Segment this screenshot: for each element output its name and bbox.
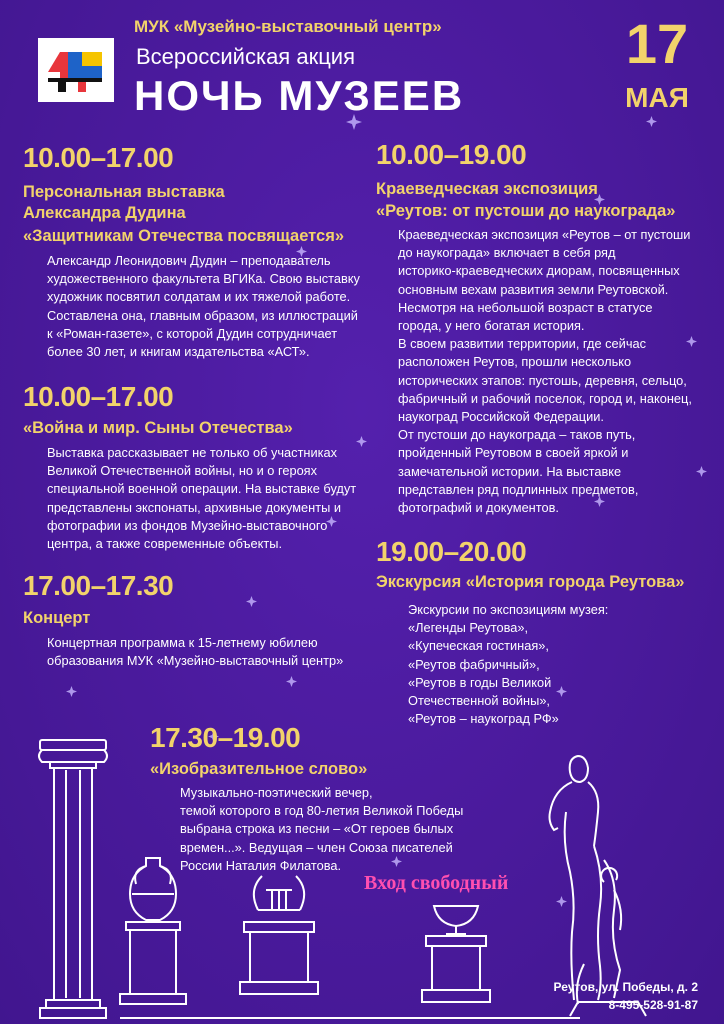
- free-entry-label: Вход свободный: [364, 872, 509, 894]
- event-description: [47, 634, 343, 670]
- desc-line: Составлена она, главным образом, из иллюстраций: [47, 307, 358, 323]
- event-title: НОЧЬ МУЗЕЕВ: [134, 72, 465, 119]
- desc-line: расположен Реутов, прошли несколько: [398, 354, 632, 370]
- event-time: 17.30–19.00: [150, 722, 301, 753]
- event-block: [23, 570, 343, 670]
- bowl-icon: [422, 906, 490, 1002]
- date-month: МАЯ: [625, 82, 689, 113]
- desc-line: города, у него богатая история.: [398, 318, 585, 334]
- desc-line: выбрана строка из песни – «От героев былых: [180, 821, 454, 837]
- event-title-line: «Изобразительное слово»: [150, 760, 368, 778]
- desc-line: центра, а также современные объекты.: [47, 536, 283, 552]
- desc-line: От пустоши до наукограда – таков путь,: [398, 427, 636, 443]
- desc-line: представлен ряд подлинных предметов,: [398, 481, 639, 497]
- phone-number: 8-495-528-91-87: [608, 998, 698, 1012]
- desc-line: России Наталия Филатова.: [180, 857, 342, 873]
- date-day: 17: [625, 12, 689, 75]
- event-title-line: Краеведческая экспозиция: [376, 180, 598, 198]
- desc-line: Александр Леонидович Дудин – преподаватель: [47, 253, 331, 268]
- desc-line: Выставка рассказывает не только об участниках: [47, 445, 338, 460]
- lyre-icon: [240, 876, 318, 994]
- event-title-line: Концерт: [23, 609, 91, 627]
- desc-line: к «Роман-газете», с которой Дудин сотрудничает: [47, 325, 338, 341]
- event-description: [47, 444, 356, 553]
- event-block: [376, 139, 692, 517]
- event-title-line: «Реутов: от пустоши до наукограда»: [376, 202, 676, 220]
- event-title-line: Персональная выставка: [23, 183, 225, 201]
- desc-line: Отечественной войны»,: [408, 693, 550, 709]
- event-title-line: Александра Дудина: [23, 204, 186, 222]
- desc-line: основным вехам развития земли Реутовской.: [398, 281, 669, 297]
- desc-line: Экскурсии по экспозициям музея:: [408, 602, 609, 617]
- desc-line: «Легенды Реутова»,: [408, 620, 529, 636]
- address: Реутов, ул. Победы, д. 2: [553, 980, 698, 994]
- event-time: 19.00–20.00: [376, 536, 527, 567]
- desc-line: темой которого в год 80-летия Великой Победы: [180, 803, 464, 819]
- column-icon: [39, 740, 107, 1018]
- event-block: [23, 381, 356, 553]
- desc-line: «Реутов – наукоград РФ»: [408, 711, 559, 727]
- desc-line: художественного факультета ВГИКа. Свою выставку: [47, 271, 360, 287]
- desc-line: «Реутов фабричный»,: [408, 656, 540, 672]
- organization-name: МУК «Музейно-выставочный центр»: [134, 17, 442, 36]
- event-time: 10.00–17.00: [23, 142, 174, 173]
- museum-logo-icon: [38, 38, 114, 102]
- desc-line: фотографий и документов.: [398, 500, 559, 516]
- event-description: [398, 226, 692, 517]
- desc-line: В своем развитии территории, где сейчас: [398, 336, 647, 352]
- desc-line: Краеведческая экспозиция «Реутов – от пустоши: [398, 227, 691, 242]
- desc-line: пройденный Реутовом в своей яркой и: [398, 445, 629, 461]
- action-label: Всероссийская акция: [136, 44, 355, 69]
- museum-decor: [0, 700, 724, 1024]
- desc-line: «Купеческая гостиная»,: [408, 638, 549, 654]
- event-description: [47, 252, 360, 361]
- event-title-line: «Война и мир. Сыны Отечества»: [23, 419, 293, 437]
- desc-line: образования МУК «Музейно-выставочный центр»: [47, 653, 344, 669]
- desc-line: более 30 лет, и книгам издательства «АСТ».: [47, 344, 310, 360]
- desc-line: до наукограда» включает в себя ряд: [398, 245, 616, 261]
- event-time: 17.00–17.30: [23, 570, 174, 601]
- desc-line: Великой Отечественной войны, но и о героях: [47, 463, 318, 479]
- event-block: [23, 142, 360, 361]
- desc-line: исторических этапов: пустошь, деревня, сельцо,: [398, 372, 687, 388]
- event-title-line: «Защитникам Отечества посвящается»: [23, 227, 344, 245]
- desc-line: «Реутов в годы Великой: [408, 674, 552, 690]
- event-title-line: Экскурсия «История города Реутова»: [376, 573, 685, 591]
- desc-line: художник посвятил солдатам и их тяжелой работе.: [47, 289, 351, 305]
- desc-line: Концертная программа к 15-летнему юбилею: [47, 635, 318, 650]
- desc-line: Музыкально-поэтический вечер,: [180, 785, 373, 800]
- desc-line: Несмотря на небольшой возраст в статусе: [398, 299, 653, 315]
- event-time: 10.00–17.00: [23, 381, 174, 412]
- desc-line: фабричный и рабочий поселок, город и, наконец,: [398, 390, 692, 406]
- desc-line: наукоград Российской Федерации.: [398, 409, 604, 425]
- desc-line: замечательной истории. На выставке: [398, 463, 622, 479]
- desc-line: историко-краеведческих диорам, посвященных: [398, 263, 680, 279]
- desc-line: фотографии из фондов Музейно-выставочного: [47, 517, 328, 533]
- statue-icon: [550, 756, 622, 1004]
- amphora-icon: [120, 858, 186, 1004]
- desc-line: представлены экспонаты, архивные документы и: [47, 499, 341, 515]
- event-time: 10.00–19.00: [376, 139, 527, 170]
- desc-line: специальной военной операции. На выставке будут: [47, 481, 357, 497]
- desc-line: времен...». Ведущая – член Союза писателей: [180, 839, 453, 855]
